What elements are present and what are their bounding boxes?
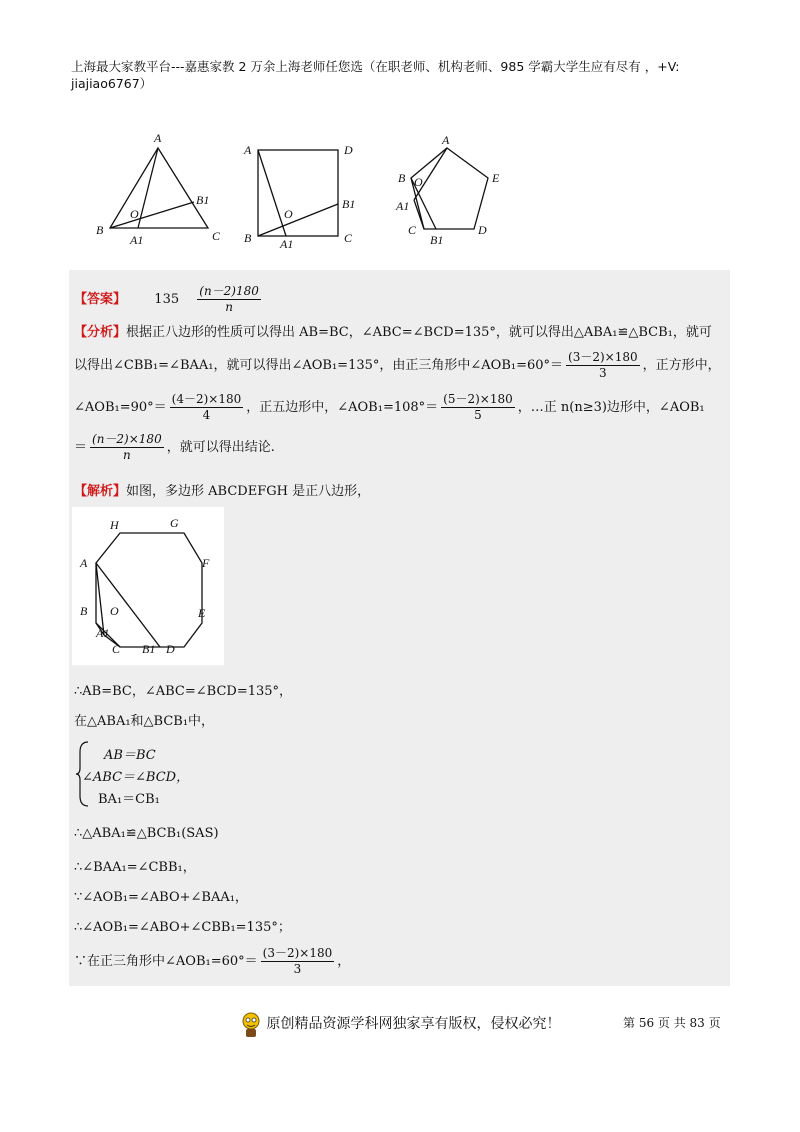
answer-formula-num: (n－2)180 (199, 284, 259, 298)
solution-step-6: ∴∠AOB₁=∠ABO+∠CBB₁=135°； (74, 920, 291, 935)
system-eq-3: BA₁＝CB₁ (98, 792, 160, 807)
sq-label-B: B (244, 231, 252, 245)
oct-label-C: C (112, 642, 121, 656)
analysis-text-1: 根据正八边形的性质可以得出 AB=BC，∠ABC=∠BCD=135°，就可以得出△ABA₁≌△BCB₁，就可 (126, 325, 712, 340)
top-figures (90, 128, 530, 253)
oct-label-D: D (166, 642, 175, 656)
oct-label-A1: A1 (96, 626, 110, 640)
pent-label-A1: A1 (396, 199, 410, 213)
tri-label-B: B (96, 223, 104, 237)
tri-label-B1: B1 (196, 193, 210, 207)
frac-triangle-den: 3 (599, 366, 607, 380)
sq-label-C: C (344, 231, 353, 245)
mascot-icon (240, 1010, 262, 1038)
analysis-tag: 【分析】 (74, 325, 127, 340)
footer-copyright (240, 1010, 560, 1038)
footer-text: 原创精品资源学科网独家享有版权，侵权必究！ (266, 1016, 561, 1032)
solution-intro (74, 480, 370, 499)
page-header (71, 58, 731, 92)
analysis-text-4b: ，就可以得出结论. (166, 440, 275, 455)
oct-label-G: G (170, 516, 179, 530)
frac-square-den: 4 (202, 408, 211, 422)
frac-pentagon-num: (5－2)×180 (443, 392, 513, 406)
oct-label-A: A (80, 556, 88, 570)
solution-step-1: ∴AB=BC，∠ABC=∠BCD=135°， (74, 684, 293, 699)
square-figure (258, 150, 338, 236)
analysis-text-2a: 以得出∠CBB₁=∠BAA₁，就可以得出∠AOB₁=135°，由正三角形中∠AOB₁=60°＝ (74, 358, 564, 373)
pent-label-E: E (492, 171, 500, 185)
analysis-line-1 (74, 321, 712, 340)
solution-step-3: ∴△ABA₁≌△BCB₁(SAS) (74, 826, 219, 841)
oct-label-E: E (198, 606, 206, 620)
sq-label-B1: B1 (342, 197, 356, 211)
analysis-text-3a: ∠AOB₁=90°＝ (74, 400, 167, 415)
page-number: 第 56 页 共 83 页 (623, 1016, 721, 1030)
analysis-text-4a: ＝ (74, 440, 88, 455)
answer-value: 135 (154, 292, 180, 307)
octagon-figure (72, 507, 224, 665)
frac-s7-num: (3－2)×180 (262, 946, 333, 960)
frac-n-den: n (122, 448, 131, 462)
header-line-2: jiajiao6767） (71, 76, 153, 91)
solution-step-4: ∴∠BAA₁=∠CBB₁， (74, 860, 196, 875)
oct-label-O: O (110, 604, 119, 618)
oct-label-H: H (110, 518, 119, 532)
sq-label-A: A (244, 143, 252, 157)
analysis-line-2 (74, 350, 721, 381)
sq-label-D: D (344, 143, 353, 157)
solution-intro-text: 如图，多边形 ABCDEFGH 是正八边形， (126, 484, 371, 499)
tri-label-O: O (130, 207, 139, 221)
triangle-figure (110, 148, 208, 228)
answer-formula (197, 284, 261, 315)
pent-label-O: O (414, 175, 423, 189)
pent-label-D: D (478, 223, 487, 237)
sq-label-A1: A1 (280, 237, 294, 251)
frac-s7-den: 3 (293, 962, 302, 976)
tri-label-A: A (154, 131, 162, 145)
solution-step-7b: ， (337, 954, 351, 969)
pent-label-C: C (408, 223, 417, 237)
solution-step-7a: ∵在正三角形中∠AOB₁=60°＝ (74, 954, 258, 969)
system-eq-1: AB＝BC (104, 748, 156, 763)
pent-label-A: A (442, 133, 450, 147)
analysis-line-4 (74, 432, 275, 463)
frac-pentagon-den: 5 (474, 408, 482, 422)
pent-label-B1: B1 (430, 233, 444, 247)
solution-step-2: 在△ABA₁和△BCB₁中， (74, 714, 215, 729)
tri-label-C: C (212, 229, 221, 243)
oct-label-B: B (80, 604, 88, 618)
frac-square-num: (4－2)×180 (171, 392, 242, 406)
oct-label-B1: B1 (142, 642, 156, 656)
answer-line (74, 284, 264, 315)
analysis-line-3 (74, 392, 705, 423)
oct-label-F: F (202, 556, 210, 570)
tri-label-A1: A1 (130, 233, 144, 247)
analysis-text-2b: ，正方形中， (642, 358, 721, 373)
frac-n-num: (n－2)×180 (92, 432, 162, 446)
solution-step-5: ∵∠AOB₁=∠ABO+∠BAA₁， (74, 890, 248, 905)
solution-step-7 (74, 946, 350, 977)
system-eq-2: ∠ABC＝∠BCD， (82, 770, 190, 785)
answer-tag: 【答案】 (74, 292, 127, 307)
frac-triangle-num: (3－2)×180 (568, 350, 638, 364)
header-line-1: 上海最大家教平台---嘉惠家教 2 万余上海老师任您选（在职老师、机构老师、985 学霸大学生应有尽有 ，+V: (71, 59, 680, 74)
analysis-text-3c: ，…正 n(n≥3)边形中，∠AOB₁ (517, 400, 705, 415)
sq-label-O: O (284, 207, 293, 221)
answer-formula-den: n (225, 300, 233, 314)
analysis-text-3b: ，正五边形中，∠AOB₁=108°＝ (246, 400, 439, 415)
solution-tag: 【解析】 (74, 484, 127, 499)
pent-label-B: B (398, 171, 406, 185)
